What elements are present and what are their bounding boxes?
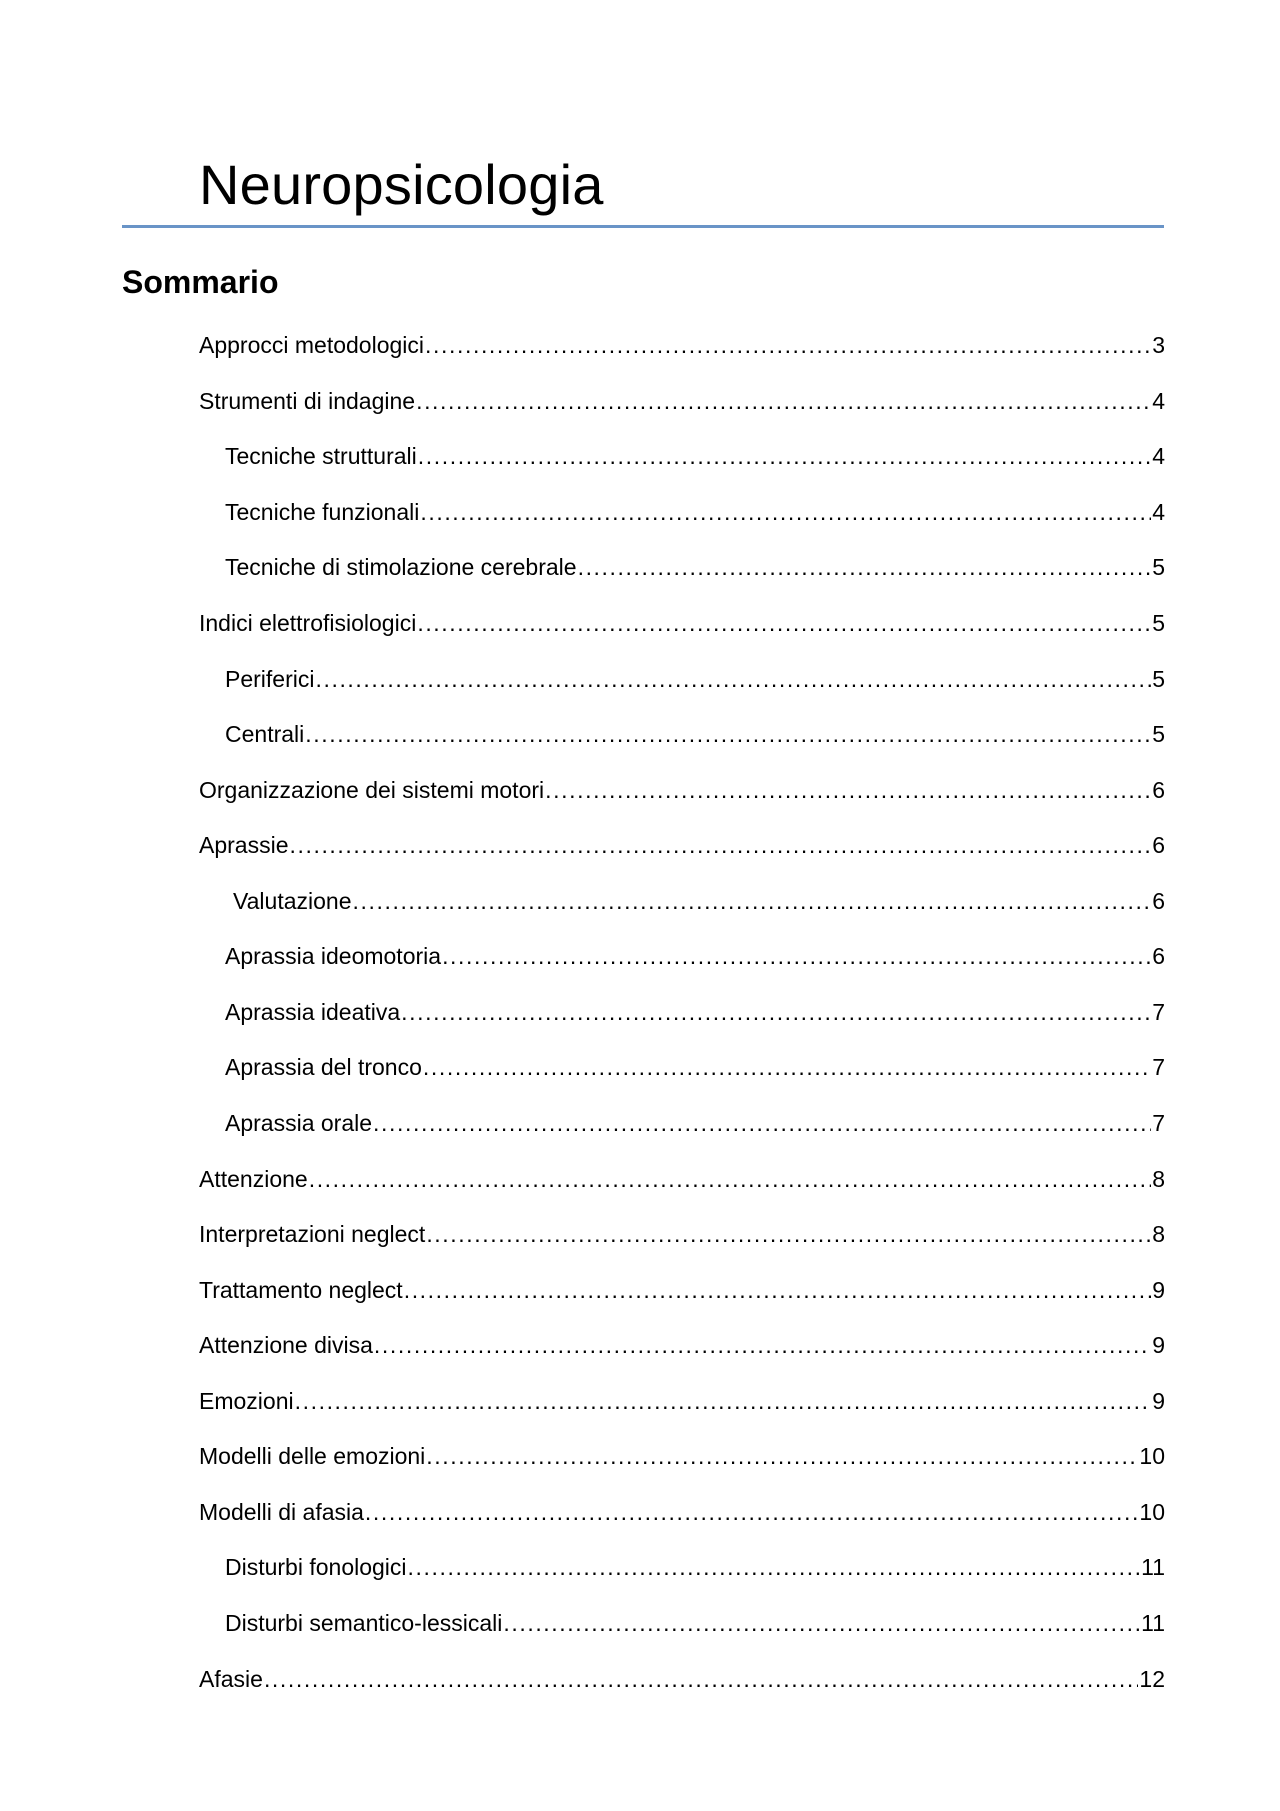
toc-dot-leader — [420, 497, 1151, 527]
toc-entry-label: Modelli di afasia — [199, 1499, 364, 1525]
toc-entry-label: Aprassia ideativa — [225, 999, 401, 1025]
toc-entry-page: 7 — [1152, 1110, 1165, 1136]
toc-entry-page: 5 — [1152, 666, 1165, 692]
toc-entry[interactable] — [225, 552, 1165, 582]
toc-entry-label: Disturbi semantico-lessicali — [225, 1610, 503, 1636]
toc-entry[interactable] — [199, 1386, 1165, 1416]
toc-entry-label: Tecniche funzionali — [225, 499, 420, 525]
toc-entry[interactable] — [199, 830, 1165, 860]
toc-entry[interactable] — [225, 997, 1165, 1027]
toc-entry-page: 9 — [1152, 1277, 1165, 1303]
toc-entry-label: Indici elettrofisiologici — [199, 610, 417, 636]
toc-dot-leader — [289, 830, 1151, 860]
toc-entry-label: Tecniche di stimolazione cerebrale — [225, 554, 577, 580]
toc-entry-label: Attenzione — [199, 1166, 308, 1192]
toc-dot-leader — [373, 1108, 1151, 1138]
toc-entry-label: Approcci metodologici — [199, 332, 425, 358]
toc-dot-leader — [353, 886, 1152, 916]
toc-entry-page: 8 — [1152, 1166, 1165, 1192]
toc-entry[interactable] — [225, 719, 1165, 749]
toc-dot-leader — [417, 608, 1151, 638]
toc-entry-page: 8 — [1152, 1221, 1165, 1247]
toc-dot-leader — [305, 719, 1151, 749]
toc-entry-page: 10 — [1139, 1499, 1165, 1525]
toc-entry-page: 5 — [1152, 610, 1165, 636]
toc-dot-leader — [545, 775, 1151, 805]
toc-entry-page: 12 — [1139, 1666, 1165, 1692]
toc-entry-page: 9 — [1152, 1388, 1165, 1414]
toc-entry-label: Interpretazioni neglect — [199, 1221, 426, 1247]
toc-dot-leader — [408, 1552, 1141, 1582]
toc-entry-page: 4 — [1152, 388, 1165, 414]
toc-entry-label: Aprassia del tronco — [225, 1054, 422, 1080]
toc-entry[interactable] — [199, 775, 1165, 805]
toc-entry[interactable] — [225, 1552, 1165, 1582]
toc-entry-page: 7 — [1152, 1054, 1165, 1080]
toc-heading: Sommario — [122, 264, 279, 300]
toc-dot-leader — [404, 1275, 1152, 1305]
toc-dot-leader — [426, 1219, 1151, 1249]
toc-entry-label: Valutazione — [233, 888, 352, 914]
toc-entry-page: 7 — [1152, 999, 1165, 1025]
toc-entry-page: 4 — [1152, 443, 1165, 469]
toc-entry-label: Organizzazione dei sistemi motori — [199, 777, 545, 803]
toc-entry[interactable] — [199, 1330, 1165, 1360]
toc-entry-page: 4 — [1152, 499, 1165, 525]
toc-entry-label: Attenzione divisa — [199, 1332, 373, 1358]
toc-entry[interactable] — [225, 664, 1165, 694]
toc-entry-label: Trattamento neglect — [199, 1277, 403, 1303]
toc-entry[interactable] — [199, 330, 1165, 360]
toc-dot-leader — [416, 386, 1151, 416]
toc-entry-page: 5 — [1152, 554, 1165, 580]
toc-entry-label: Modelli delle emozioni — [199, 1443, 426, 1469]
document-title: Neuropsicologia — [199, 153, 604, 216]
toc-entry-page: 6 — [1152, 888, 1165, 914]
toc-dot-leader — [423, 1052, 1151, 1082]
toc-dot-leader — [578, 552, 1152, 582]
toc-dot-leader — [264, 1664, 1138, 1694]
toc-entry-label: Aprassia orale — [225, 1110, 373, 1136]
toc-entry[interactable] — [199, 1441, 1165, 1471]
toc-entry[interactable] — [199, 608, 1165, 638]
toc-entry-label: Aprassia ideomotoria — [225, 943, 442, 969]
toc-entry[interactable] — [225, 1608, 1165, 1638]
toc-dot-leader — [426, 1441, 1138, 1471]
toc-entry-label: Aprassie — [199, 832, 289, 858]
toc-dot-leader — [418, 441, 1151, 471]
toc-entry-label: Periferici — [225, 666, 315, 692]
toc-entry[interactable] — [225, 441, 1165, 471]
toc-entry[interactable] — [225, 1052, 1165, 1082]
toc-entry-page: 10 — [1139, 1443, 1165, 1469]
toc-entry[interactable] — [199, 1275, 1165, 1305]
toc-entry-page: 6 — [1152, 777, 1165, 803]
toc-entry-page: 6 — [1152, 943, 1165, 969]
toc-entry[interactable] — [199, 1664, 1165, 1694]
toc-entry[interactable] — [225, 497, 1165, 527]
toc-entry[interactable] — [199, 1164, 1165, 1194]
toc-entry-label: Emozioni — [199, 1388, 294, 1414]
toc-entry-label: Afasie — [199, 1666, 263, 1692]
toc-entry-page: 11 — [1141, 1610, 1165, 1636]
toc-entry[interactable] — [199, 1497, 1165, 1527]
toc-entry-page: 11 — [1141, 1554, 1165, 1580]
toc-dot-leader — [401, 997, 1151, 1027]
title-underline — [122, 225, 1164, 228]
toc-dot-leader — [442, 941, 1151, 971]
toc-entry[interactable] — [199, 1219, 1165, 1249]
toc-dot-leader — [503, 1608, 1140, 1638]
toc-entry-label: Strumenti di indagine — [199, 388, 416, 414]
toc-entry-label: Disturbi fonologici — [225, 1554, 407, 1580]
toc-entry[interactable] — [225, 941, 1165, 971]
toc-entry-page: 5 — [1152, 721, 1165, 747]
toc-entry-label: Tecniche strutturali — [225, 443, 417, 469]
toc-dot-leader — [309, 1164, 1152, 1194]
toc-entry[interactable] — [225, 1108, 1165, 1138]
toc-dot-leader — [425, 330, 1151, 360]
toc-dot-leader — [315, 664, 1151, 694]
toc-dot-leader — [374, 1330, 1151, 1360]
toc-dot-leader — [295, 1386, 1152, 1416]
toc-entry[interactable] — [199, 386, 1165, 416]
toc-entry-label: Centrali — [225, 721, 305, 747]
toc-dot-leader — [365, 1497, 1138, 1527]
toc-entry-page: 6 — [1152, 832, 1165, 858]
toc-entry-page: 3 — [1152, 332, 1165, 358]
toc-entry[interactable] — [233, 886, 1165, 916]
toc-entry-page: 9 — [1152, 1332, 1165, 1358]
